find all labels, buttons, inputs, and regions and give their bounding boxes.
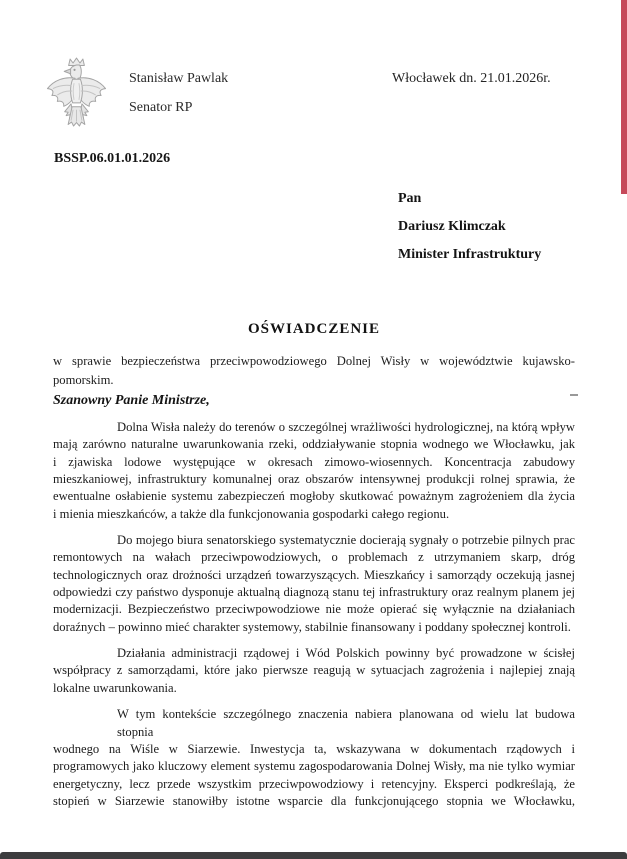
paragraph [53, 532, 575, 636]
body-line: remontowych na wałach przeciwpowodziowych, o problemach z utrzymaniem skarp, dróg [53, 550, 575, 565]
body-line: energetyczny, lecz przede wszystkim przeciwpowodziowy i retencyjny. Eksperci podkreślają, że [53, 776, 575, 791]
body-line: wodnego na Wiśle w Siarzewie. Inwestycja ta, wskazywana w dokumentach rządowych i [53, 741, 575, 756]
body-line: i zjawiska lodowe występujące w okresach zimowo-wiosennych. Koncentracja zabudowy [53, 454, 575, 469]
document-title: OŚWIADCZENIE [247, 321, 381, 337]
subject-block [53, 352, 575, 389]
sender-title: Senator RP [129, 100, 193, 115]
body-line: mieszkaniowej, infrastruktury komunalnej oraz obszarów intensywnej produkcji rolnej sprawia, że [53, 472, 575, 487]
subject-line: pomorskim. [53, 372, 114, 387]
paragraph [53, 419, 575, 523]
body-paragraphs [53, 419, 575, 819]
body-line: Działania administracji rządowej i Wód Polskich powinny być prowadzone w ścisłej [117, 646, 575, 661]
greeting: Szanowny Panie Ministrze, [53, 393, 210, 408]
body-line: programowych jako kluczowy element systemu zagospodarowania Dolnej Wisły, ma nie tylko wymiar [53, 759, 575, 774]
red-edge-bar [621, 0, 627, 194]
subject-line: w sprawie bezpieczeństwa przeciwpowodziowego Dolnej Wisły w województwie kujawsko- [53, 354, 575, 368]
body-line: Do mojego biura senatorskiego systematycznie docierają sygnały o potrzebie pilnych prac [117, 533, 575, 548]
place-and-date: Włocławek dn. 21.01.2026r. [392, 71, 551, 86]
body-line: i mienia mieszkańców, a także dla funkcjonowania gospodarki całego regionu. [53, 506, 450, 521]
body-line: stopień w Siarzewie stanowiłby istotne wsparcie dla funkcjonującego stopnia we Włocławku, [53, 793, 575, 808]
paragraph [53, 706, 575, 810]
scan-artifact [570, 394, 578, 396]
body-line: odpowiedzi czy państwo dysponuje aktualną diagnozą stanu tej infrastruktury oraz realnym planem jej [53, 585, 575, 600]
body-line: lokalne uwarunkowania. [53, 680, 177, 695]
recipient-salutation: Pan [398, 191, 422, 206]
recipient-name: Dariusz Klimczak [398, 219, 506, 234]
body-line: technologicznych oraz drożności urządzeń towarzyszących. Mieszkańcy i samorządy oczekują jasnej [53, 567, 575, 582]
paragraph [53, 645, 575, 697]
body-line: doraźnych – powinno mieć charakter systemowy, stabilnie finansowany i poddany społecznej kontroli. [53, 619, 571, 634]
recipient-block [398, 185, 541, 269]
bottom-scan-bar [0, 852, 627, 859]
recipient-position: Minister Infrastruktury [398, 247, 542, 262]
body-line: W tym kontekście szczególnego znaczenia nabiera planowana od wielu lat budowa stopnia [117, 707, 575, 739]
body-line: modernizacji. Bezpieczeństwo przeciwpowodziowe nie może opierać się wyłącznie na działaniach [53, 602, 575, 617]
body-line: mają zarówno naturalne uwarunkowania rzeki, oddziaływanie stopnia wodnego we Włocławku, jak [53, 437, 575, 452]
body-line: Dolna Wisła należy do terenów o szczególnej wrażliwości hydrologicznej, na którą wpływ [117, 420, 575, 434]
body-line: współpracy z samorządami, które jako pierwsze reagują w sytuacjach zagrożenia i najlepiej znają [53, 663, 575, 678]
body-line: ewentualne osłabienie systemu zabezpieczeń mogłoby skutkować poważnym zagrożeniem dla życia [53, 489, 575, 504]
sender-name: Stanisław Pawlak [129, 71, 229, 86]
reference-number: BSSP.06.01.01.2026 [54, 151, 171, 166]
polish-eagle-emblem-icon [45, 55, 108, 133]
